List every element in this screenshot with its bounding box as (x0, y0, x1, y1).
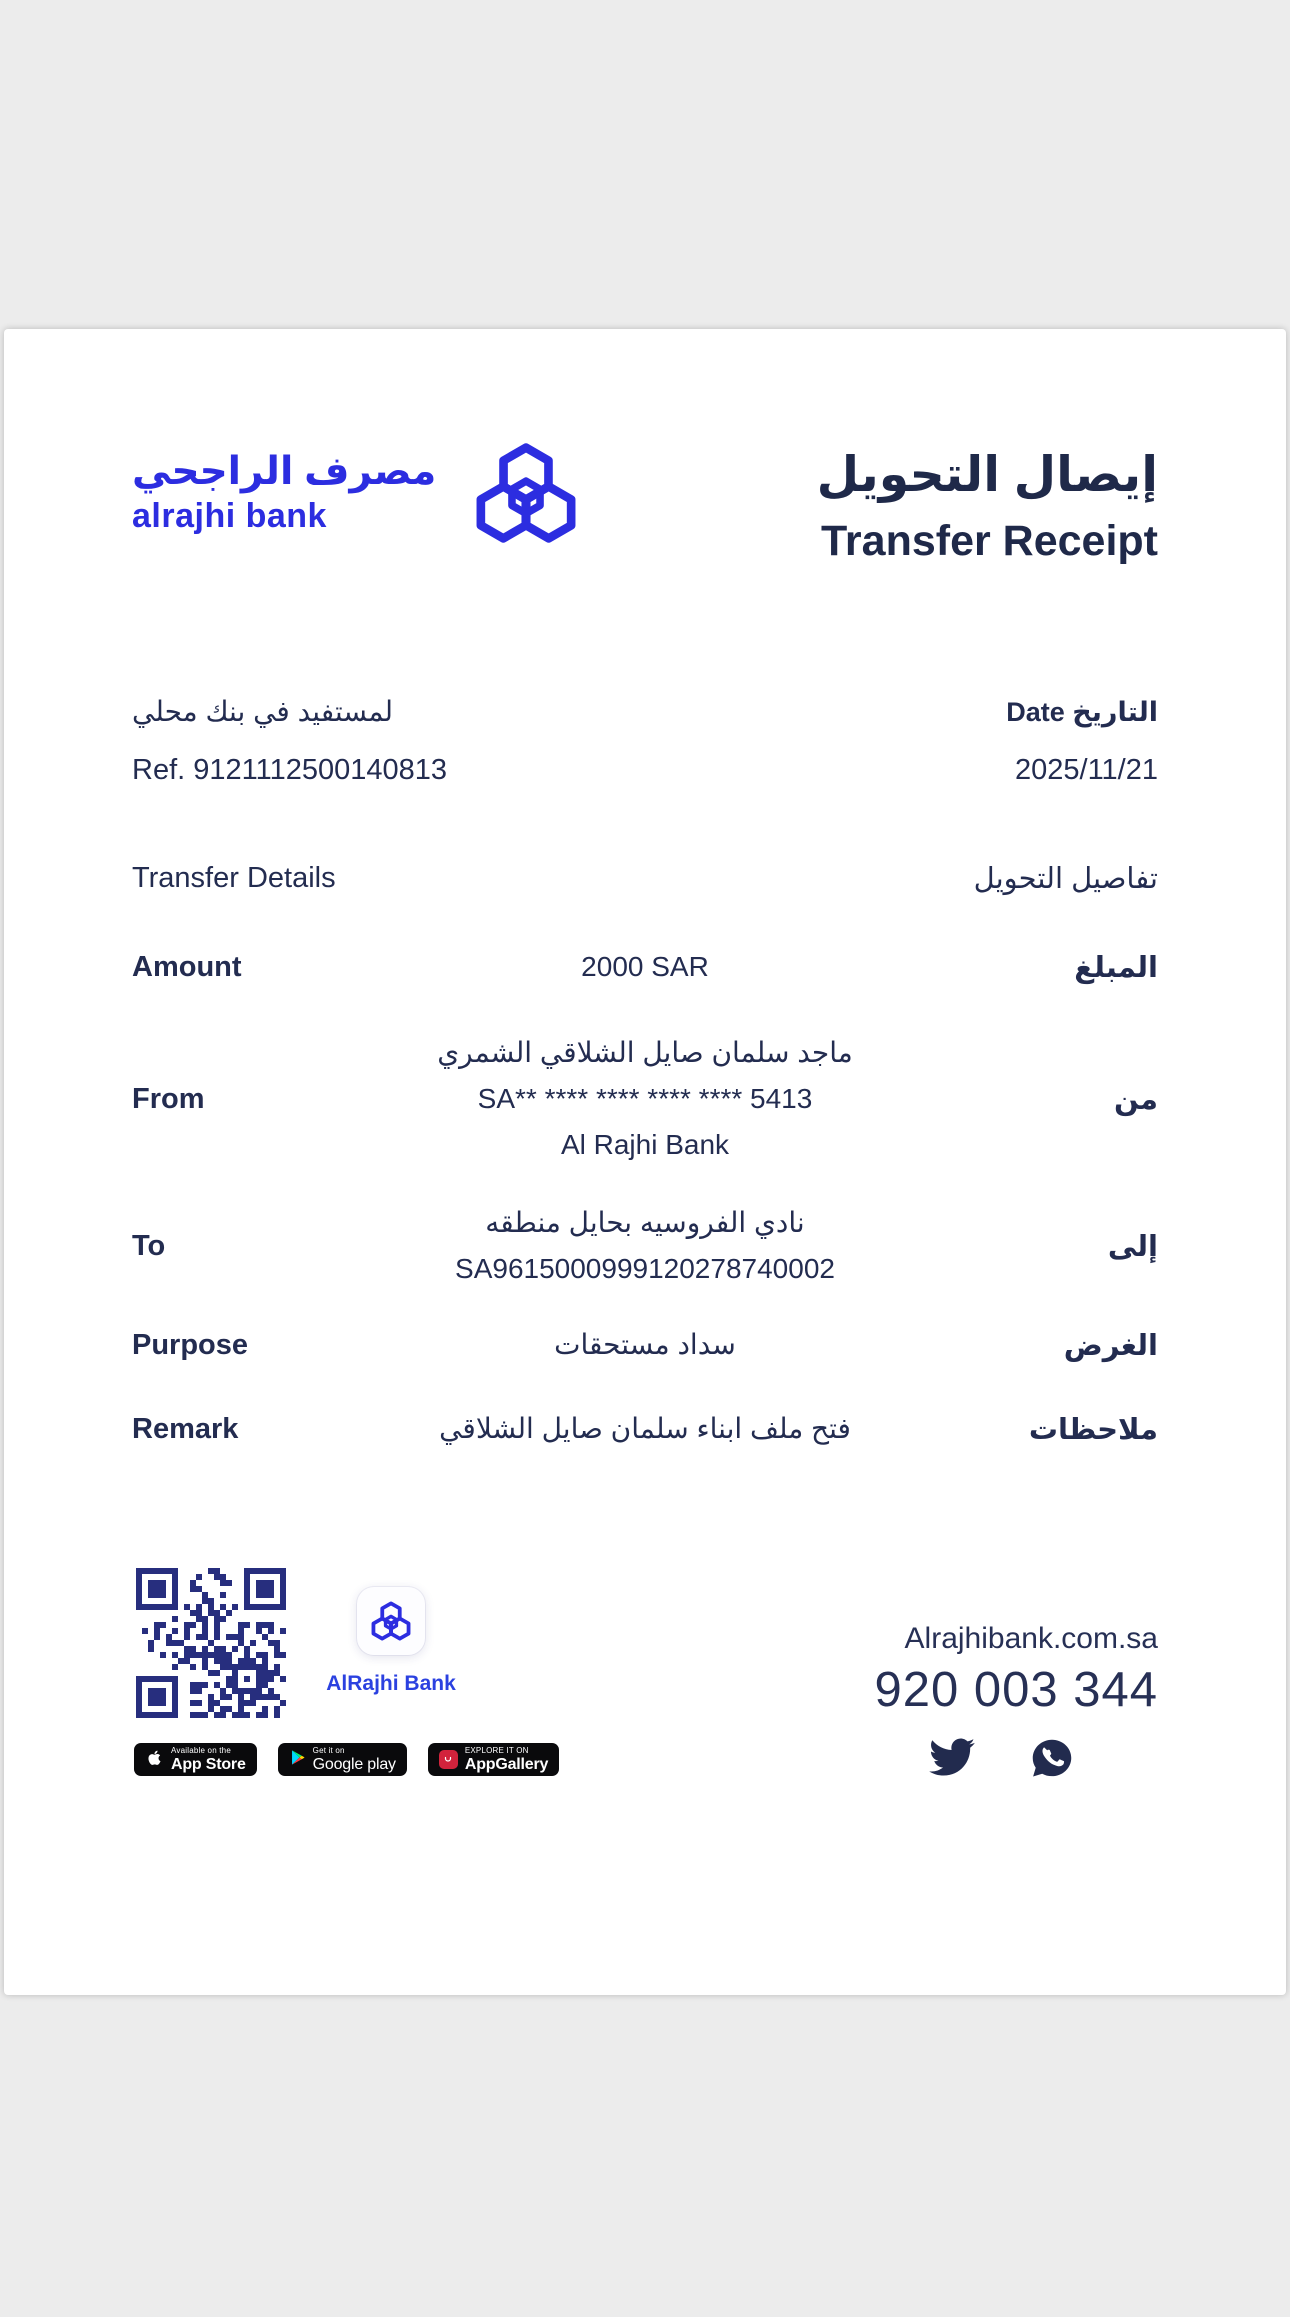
to-value (387, 1200, 903, 1292)
details-header-row (132, 861, 1158, 896)
store-name: Google play (312, 1755, 396, 1773)
app-store-badge[interactable] (134, 1743, 257, 1776)
purpose-label-ar: الغرض (1063, 1329, 1158, 1362)
amount-label-en: Amount (132, 950, 242, 983)
bank-logo-text (132, 450, 436, 536)
amount-value: 2000 SAR (581, 951, 709, 982)
receipt-title-english: Transfer Receipt (821, 517, 1158, 566)
website-url[interactable]: Alrajhibank.com.sa (904, 1622, 1158, 1655)
qr-code (134, 1566, 288, 1720)
bank-name-english: alrajhi bank (132, 496, 327, 535)
bank-logo (132, 439, 588, 547)
store-badge-text (313, 1747, 396, 1773)
to-label-en: To (132, 1229, 166, 1262)
to-iban: SA9615000999120278740002 (455, 1253, 835, 1284)
meta-row (132, 695, 1158, 787)
to-label-ar: إلى (1107, 1230, 1158, 1263)
from-label-ar: من (1113, 1083, 1158, 1116)
transfer-details-table (132, 861, 1158, 1452)
details-header-ar: تفاصيل التحويل (973, 863, 1158, 895)
to-row (132, 1200, 1158, 1292)
from-label-en: From (132, 1082, 205, 1115)
social-icons (844, 1738, 1158, 1785)
reference-number: Ref. 9121112500140813 (132, 754, 447, 786)
phone-number: 920 003 344 (874, 1663, 1158, 1717)
from-value (387, 1030, 903, 1168)
store-badge-text (171, 1747, 246, 1773)
amount-row (132, 944, 1158, 990)
contact-block (844, 1621, 1158, 1785)
appgallery-badge[interactable] (428, 1743, 559, 1776)
remark-label-en: Remark (132, 1412, 239, 1445)
alrajhi-hexagon-emblem-icon (464, 439, 588, 547)
appgallery-icon (439, 1750, 458, 1769)
store-name: App Store (171, 1755, 246, 1773)
receipt-title-arabic: إيصال التحويل (816, 448, 1158, 502)
beneficiary-type: لمستفيد في بنك محلي (132, 696, 394, 727)
twitter-icon[interactable] (929, 1738, 975, 1785)
remark-value: فتح ملف ابناء سلمان صايل الشلاقي (439, 1413, 851, 1444)
store-tagline: Available on the (171, 1745, 231, 1755)
store-badges (134, 1743, 559, 1776)
purpose-value: سداد مستحقات (554, 1329, 736, 1360)
store-tagline: Get it on (312, 1745, 345, 1755)
amount-label-ar: المبلغ (1074, 951, 1158, 984)
remark-row (132, 1406, 1158, 1452)
purpose-row (132, 1322, 1158, 1368)
whatsapp-icon[interactable] (1031, 1738, 1073, 1785)
alrajhi-app-icon (357, 1587, 425, 1655)
to-beneficiary-name: نادي الفروسيه بحايل منطقه (485, 1207, 805, 1238)
app-name-label: AlRajhi Bank (326, 1672, 456, 1695)
google-play-icon (289, 1748, 306, 1772)
store-name: AppGallery (464, 1755, 549, 1773)
date-value: 2025/11/21 (1015, 754, 1158, 786)
date-label: التاريخ Date (1006, 697, 1158, 727)
alrajhi-app-badge (326, 1587, 456, 1696)
from-sender-name: ماجد سلمان صايل الشلاقي الشمري (437, 1037, 853, 1068)
receipt-card (4, 329, 1286, 1995)
store-tagline: EXPLORE IT ON (464, 1745, 529, 1755)
details-header-en: Transfer Details (132, 862, 336, 894)
apple-icon (145, 1746, 164, 1773)
purpose-label-en: Purpose (132, 1328, 249, 1361)
google-play-badge[interactable] (278, 1743, 407, 1776)
beneficiary-block (132, 695, 447, 787)
bank-name-arabic: مصرف الراجحي (132, 450, 437, 494)
store-badge-text (465, 1747, 548, 1773)
receipt-title (817, 445, 1158, 568)
date-block (1006, 695, 1158, 787)
from-masked-iban: SA** **** **** **** **** 5413 (477, 1083, 813, 1114)
from-bank-name: Al Rajhi Bank (560, 1129, 730, 1160)
from-row (132, 1030, 1158, 1168)
remark-label-ar: ملاحظات (1028, 1413, 1158, 1446)
